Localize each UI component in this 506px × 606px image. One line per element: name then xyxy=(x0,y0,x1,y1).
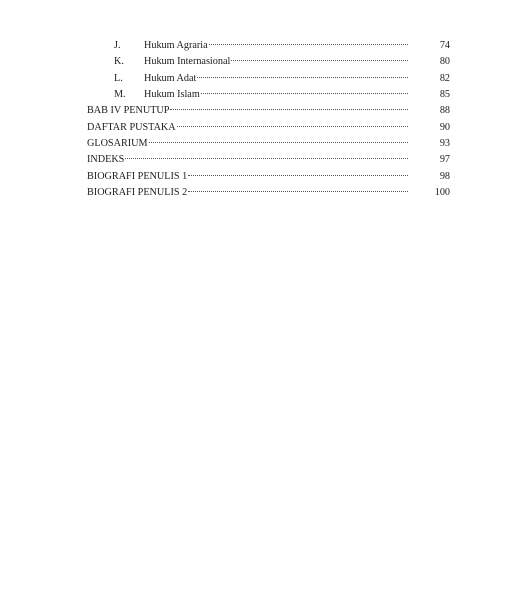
toc-entry-letter: K. xyxy=(114,56,124,67)
toc-entry-title: DAFTAR PUSTAKA xyxy=(87,122,176,133)
dot-leader xyxy=(170,109,408,110)
toc-leader xyxy=(144,38,408,54)
toc-entry-letter: L. xyxy=(114,73,123,84)
dot-leader xyxy=(201,93,408,94)
toc-entry-title: GLOSARIUM xyxy=(87,138,148,149)
toc-entry-page: 74 xyxy=(439,40,450,51)
dot-leader xyxy=(188,191,408,192)
toc-entry-page: 93 xyxy=(439,138,450,149)
toc-leader xyxy=(144,71,408,87)
dot-leader xyxy=(149,142,408,143)
toc-entry-glosarium xyxy=(0,136,506,152)
toc-entry-page: 88 xyxy=(439,105,450,116)
toc-leader xyxy=(87,103,408,119)
toc-entry-title: Hukum Internasional xyxy=(144,56,231,67)
toc-entry-title: Hukum Agraria xyxy=(144,40,208,51)
toc-entry-hukum-adat xyxy=(0,71,506,87)
dot-leader xyxy=(209,44,408,45)
toc-entry-title: BAB IV PENUTUP xyxy=(87,105,170,116)
toc-entry-page: 85 xyxy=(439,89,450,100)
toc-entry-page: 80 xyxy=(439,56,450,67)
toc-entry-letter: M. xyxy=(114,89,126,100)
toc-entry-hukum-internasional xyxy=(0,54,506,70)
toc-leader xyxy=(87,152,408,168)
dot-leader xyxy=(197,77,408,78)
dot-leader xyxy=(231,60,408,61)
toc-entry-page: 90 xyxy=(439,122,450,133)
toc-entry-title: Hukum Adat xyxy=(144,73,197,84)
toc-entry-daftar-pustaka xyxy=(0,120,506,136)
toc-entry-letter: J. xyxy=(114,40,121,51)
toc-entry-page: 98 xyxy=(439,171,450,182)
toc-entry-biografi-penulis-2 xyxy=(0,185,506,201)
toc-entry-indeks xyxy=(0,152,506,168)
dot-leader xyxy=(188,175,408,176)
toc-entry-page: 82 xyxy=(439,73,450,84)
toc-entry-hukum-islam xyxy=(0,87,506,103)
dot-leader xyxy=(125,158,408,159)
toc-leader xyxy=(87,136,408,152)
toc-entry-biografi-penulis-1 xyxy=(0,169,506,185)
toc-leader xyxy=(144,87,408,103)
toc-leader xyxy=(87,185,408,201)
toc-entry-bab-iv-penutup xyxy=(0,103,506,119)
toc-entry-page: 97 xyxy=(439,154,450,165)
toc-entry-title: BIOGRAFI PENULIS 1 xyxy=(87,171,188,182)
toc-leader xyxy=(87,120,408,136)
toc-leader xyxy=(144,54,408,70)
toc-entry-title: Hukum Islam xyxy=(144,89,200,100)
toc-entry-page: 100 xyxy=(434,187,450,198)
toc-entry-title: BIOGRAFI PENULIS 2 xyxy=(87,187,188,198)
toc-entry-title: INDEKS xyxy=(87,154,125,165)
toc-leader xyxy=(87,169,408,185)
toc-entry-hukum-agraria xyxy=(0,38,506,54)
dot-leader xyxy=(177,126,408,127)
